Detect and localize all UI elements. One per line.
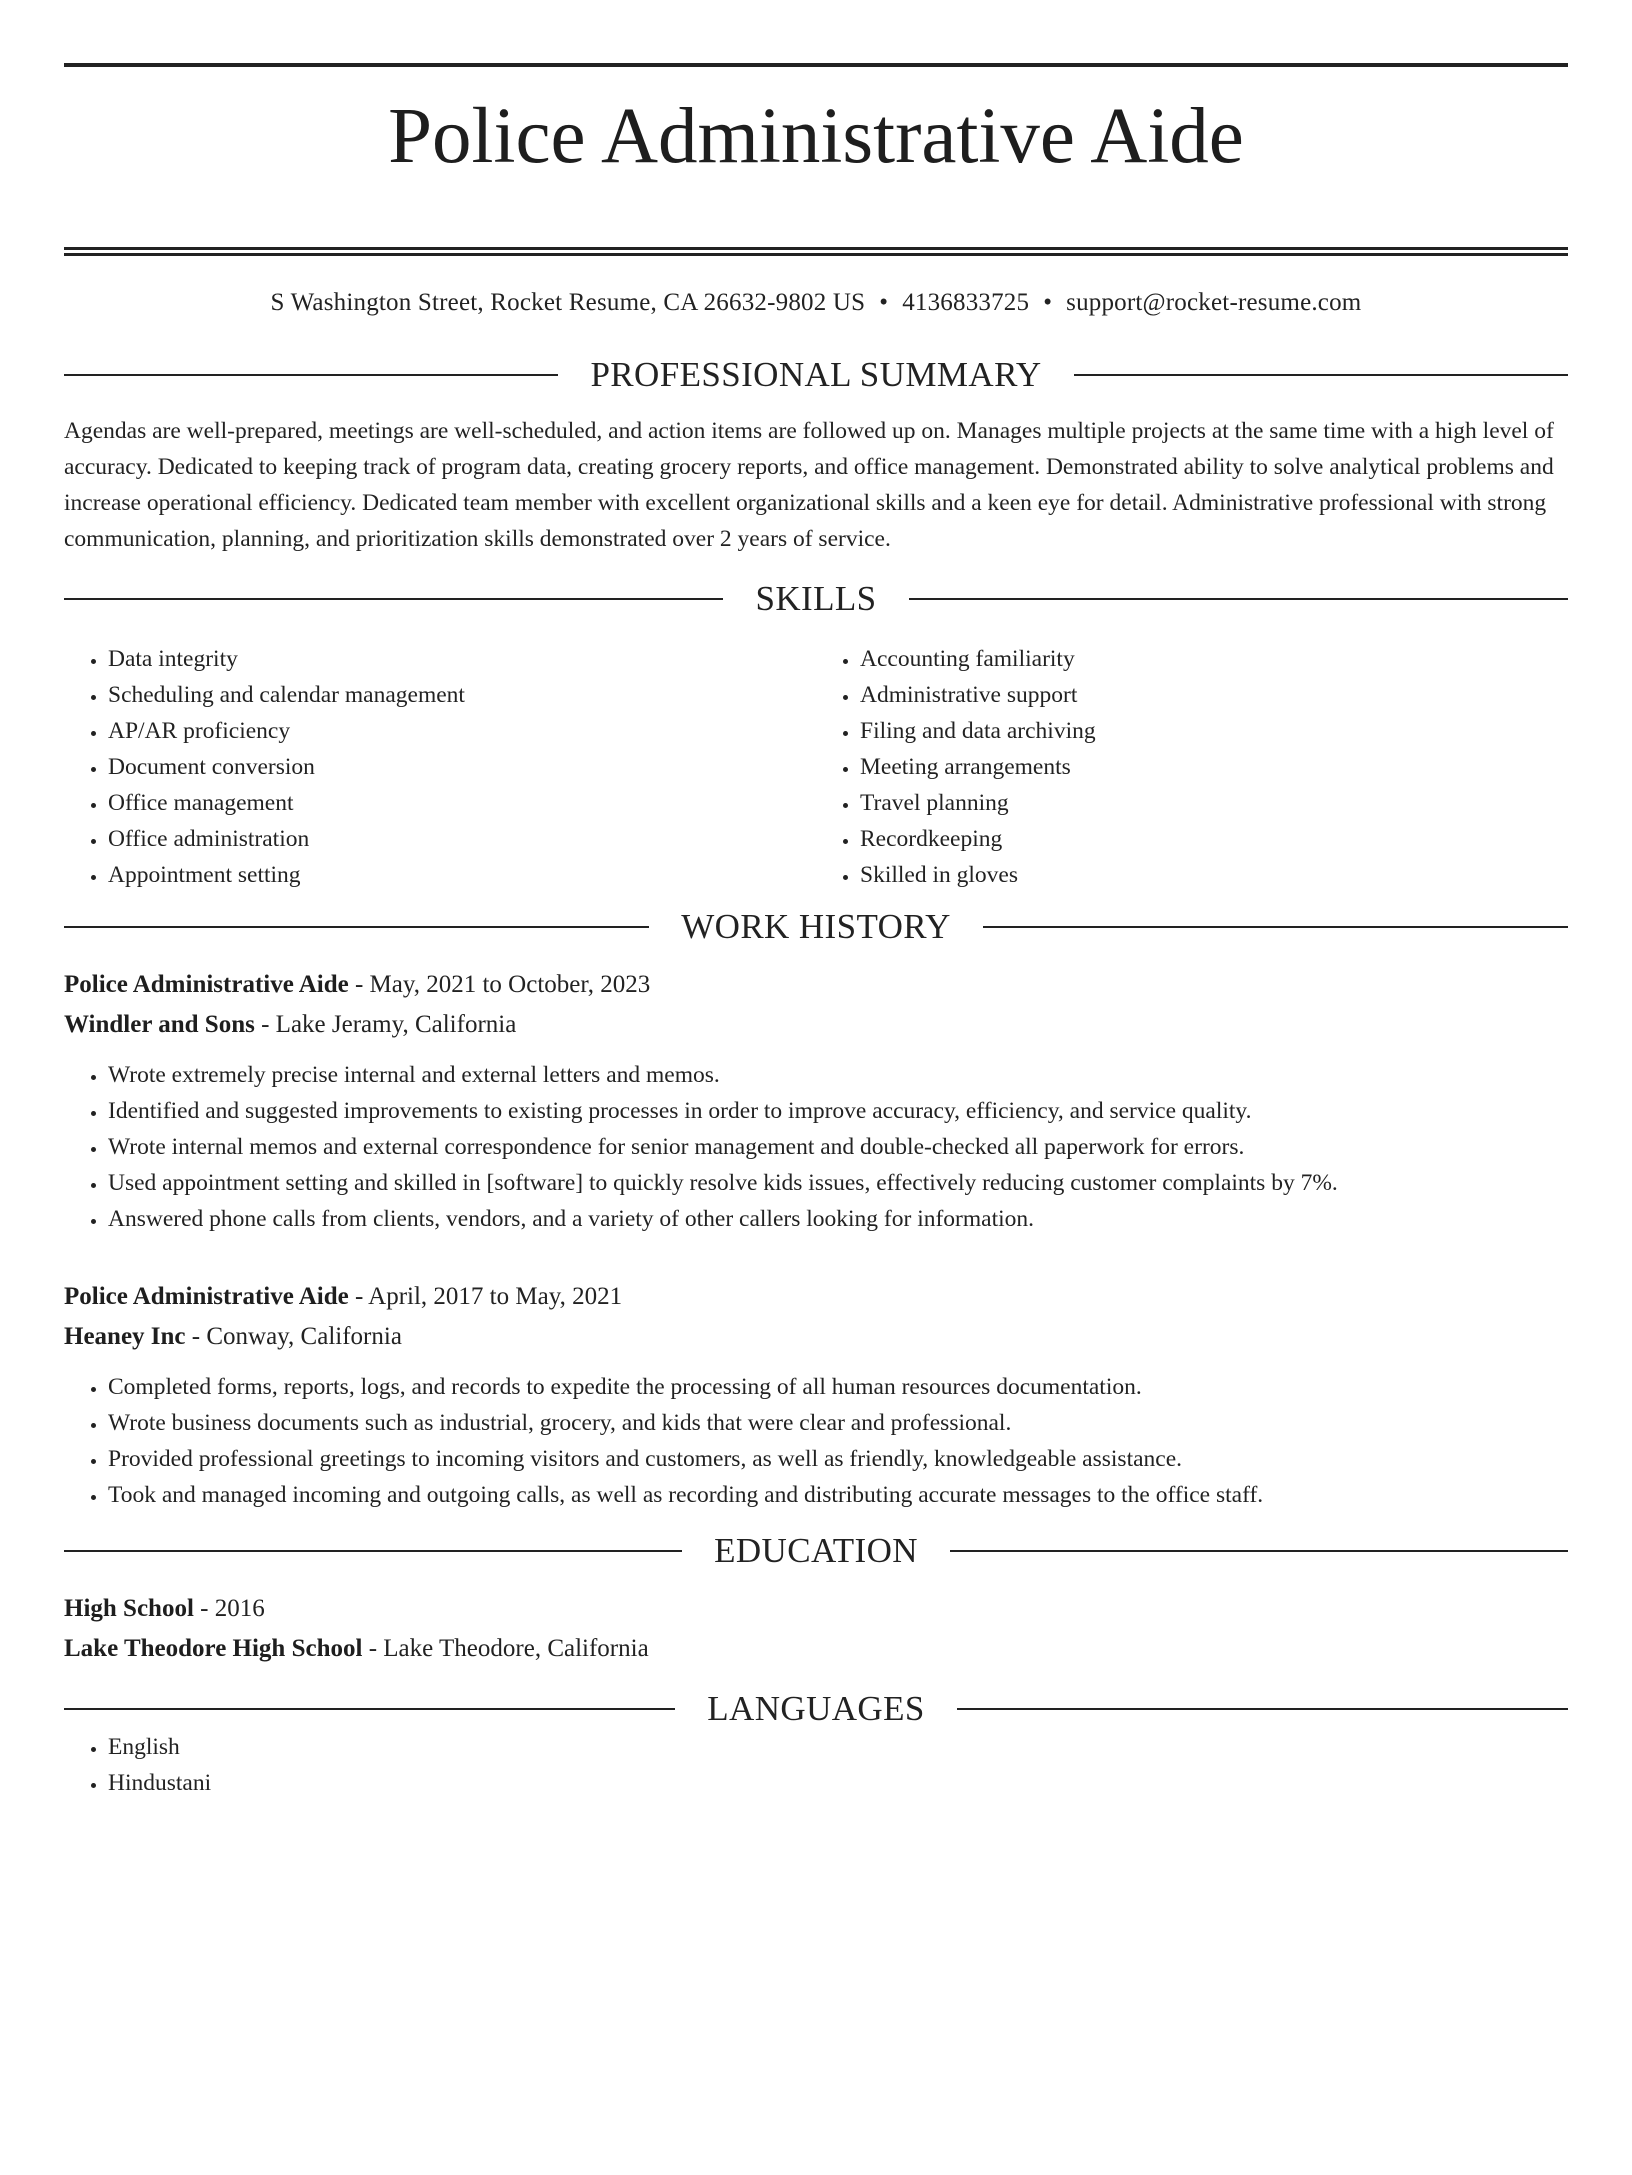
skills-list <box>64 641 1568 893</box>
section-heading-work <box>64 907 1568 947</box>
heading-rule <box>64 926 649 928</box>
contact-phone: 4136833725 <box>902 289 1030 316</box>
section-heading-education <box>64 1531 1568 1571</box>
section-title: PROFESSIONAL SUMMARY <box>590 355 1042 394</box>
language-item: • English <box>108 1729 1568 1765</box>
job-bullet: • Identified and suggested improvements to existing processes in order to improve accuracy, efficiency, and service quality. <box>108 1093 1568 1129</box>
job-dates: - April, 2017 to May, 2021 <box>354 1283 623 1310</box>
section-heading-skills <box>64 579 1568 619</box>
heading-rule <box>64 1550 682 1552</box>
job-entry <box>64 965 1568 1237</box>
job-location: - Conway, California <box>191 1323 402 1350</box>
page-title: Police Administrative Aide <box>388 93 1244 180</box>
heading-rule <box>64 374 558 376</box>
job-bullet: • Used appointment setting and skilled in [software] to quickly resolve kids issues, effectively reducing customer complaints by 7%. <box>108 1165 1568 1201</box>
job-bullet: • Provided professional greetings to incoming visitors and customers, as well as friendly, knowledgeable assistance. <box>108 1441 1568 1477</box>
skill-item: • Travel planning <box>860 785 1568 821</box>
job-company: Windler and Sons <box>64 1011 255 1038</box>
skill-item: • Office administration <box>108 821 816 857</box>
job-bullet: • Completed forms, reports, logs, and records to expedite the processing of all human resources documentation. <box>108 1369 1568 1405</box>
section-heading-languages <box>64 1689 1568 1729</box>
job-location: - Lake Jeramy, California <box>261 1011 517 1038</box>
contact-address: S Washington Street, Rocket Resume, CA 26632-9802 US <box>270 289 866 316</box>
heading-rule <box>983 926 1568 928</box>
heading-rule <box>64 598 723 600</box>
job-title-line <box>64 1277 1568 1317</box>
job-bullets <box>64 1369 1568 1513</box>
skill-item: • Data integrity <box>108 641 816 677</box>
job-entry <box>64 1277 1568 1513</box>
section-heading-summary <box>64 355 1568 395</box>
skill-item: • Appointment setting <box>108 857 816 893</box>
education-location: - Lake Theodore, California <box>368 1635 649 1662</box>
section-title: SKILLS <box>755 579 877 618</box>
skill-item: • Document conversion <box>108 749 816 785</box>
education-school-line <box>64 1629 1568 1669</box>
job-title: Police Administrative Aide <box>64 971 349 998</box>
job-title: Police Administrative Aide <box>64 1283 349 1310</box>
job-bullet: • Wrote business documents such as industrial, grocery, and kids that were clear and professional. <box>108 1405 1568 1441</box>
job-bullet: • Took and managed incoming and outgoing calls, as well as recording and distributing accurate messages to the office staff. <box>108 1477 1568 1513</box>
job-company-line <box>64 1317 1568 1357</box>
skill-item: • Recordkeeping <box>860 821 1568 857</box>
section-title: LANGUAGES <box>707 1689 925 1728</box>
contact-separator: • <box>1043 289 1053 316</box>
skills-column-left <box>64 641 816 893</box>
header-double-rule <box>64 247 1568 256</box>
skill-item: • Accounting familiarity <box>860 641 1568 677</box>
skill-item: • Filing and data archiving <box>860 713 1568 749</box>
skill-item: • Office management <box>108 785 816 821</box>
contact-separator: • <box>879 289 889 316</box>
section-title: EDUCATION <box>714 1531 918 1570</box>
education-degree-line <box>64 1589 1568 1629</box>
heading-rule <box>1074 374 1568 376</box>
languages-list <box>64 1729 1568 1801</box>
education-degree: High School <box>64 1595 194 1622</box>
education-entry <box>64 1589 1568 1669</box>
contact-line <box>64 287 1568 319</box>
language-item: • Hindustani <box>108 1765 1568 1801</box>
skill-item: • Meeting arrangements <box>860 749 1568 785</box>
heading-rule <box>957 1708 1568 1710</box>
resume-page <box>0 63 1632 2175</box>
heading-rule <box>950 1550 1568 1552</box>
skill-item: • AP/AR proficiency <box>108 713 816 749</box>
job-bullet: • Wrote extremely precise internal and external letters and memos. <box>108 1057 1568 1093</box>
education-school: Lake Theodore High School <box>64 1635 363 1662</box>
skills-column-right <box>816 641 1568 893</box>
job-bullets <box>64 1057 1568 1237</box>
summary-paragraph: Agendas are well-prepared, meetings are well-scheduled, and action items are followed up on. Manages multiple projects at the same time with a high level of accuracy. Dedicated to keeping track of program data, creating grocery reports, and office management. Demonstrated ability to solve analytical problems and increase operational efficiency. Dedicated team member with excellent organizational skills and a keen eye for detail. Administrative professional with strong communication, planning, and prioritization skills demonstrated over 2 years of service. <box>64 418 1554 552</box>
job-company-line <box>64 1005 1568 1045</box>
job-bullet: • Wrote internal memos and external correspondence for senior management and double-checked all paperwork for errors. <box>108 1129 1568 1165</box>
job-title-line <box>64 965 1568 1005</box>
skill-item: • Skilled in gloves <box>860 857 1568 893</box>
section-title: WORK HISTORY <box>681 907 951 946</box>
heading-rule <box>64 1708 675 1710</box>
job-bullet: • Answered phone calls from clients, vendors, and a variety of other callers looking for information. <box>108 1201 1568 1237</box>
skill-item: • Scheduling and calendar management <box>108 677 816 713</box>
education-year: - 2016 <box>200 1595 265 1622</box>
job-dates: - May, 2021 to October, 2023 <box>354 971 651 998</box>
job-company: Heaney Inc <box>64 1323 186 1350</box>
heading-rule <box>909 598 1568 600</box>
contact-email: support@rocket-resume.com <box>1066 289 1362 316</box>
skill-item: • Administrative support <box>860 677 1568 713</box>
